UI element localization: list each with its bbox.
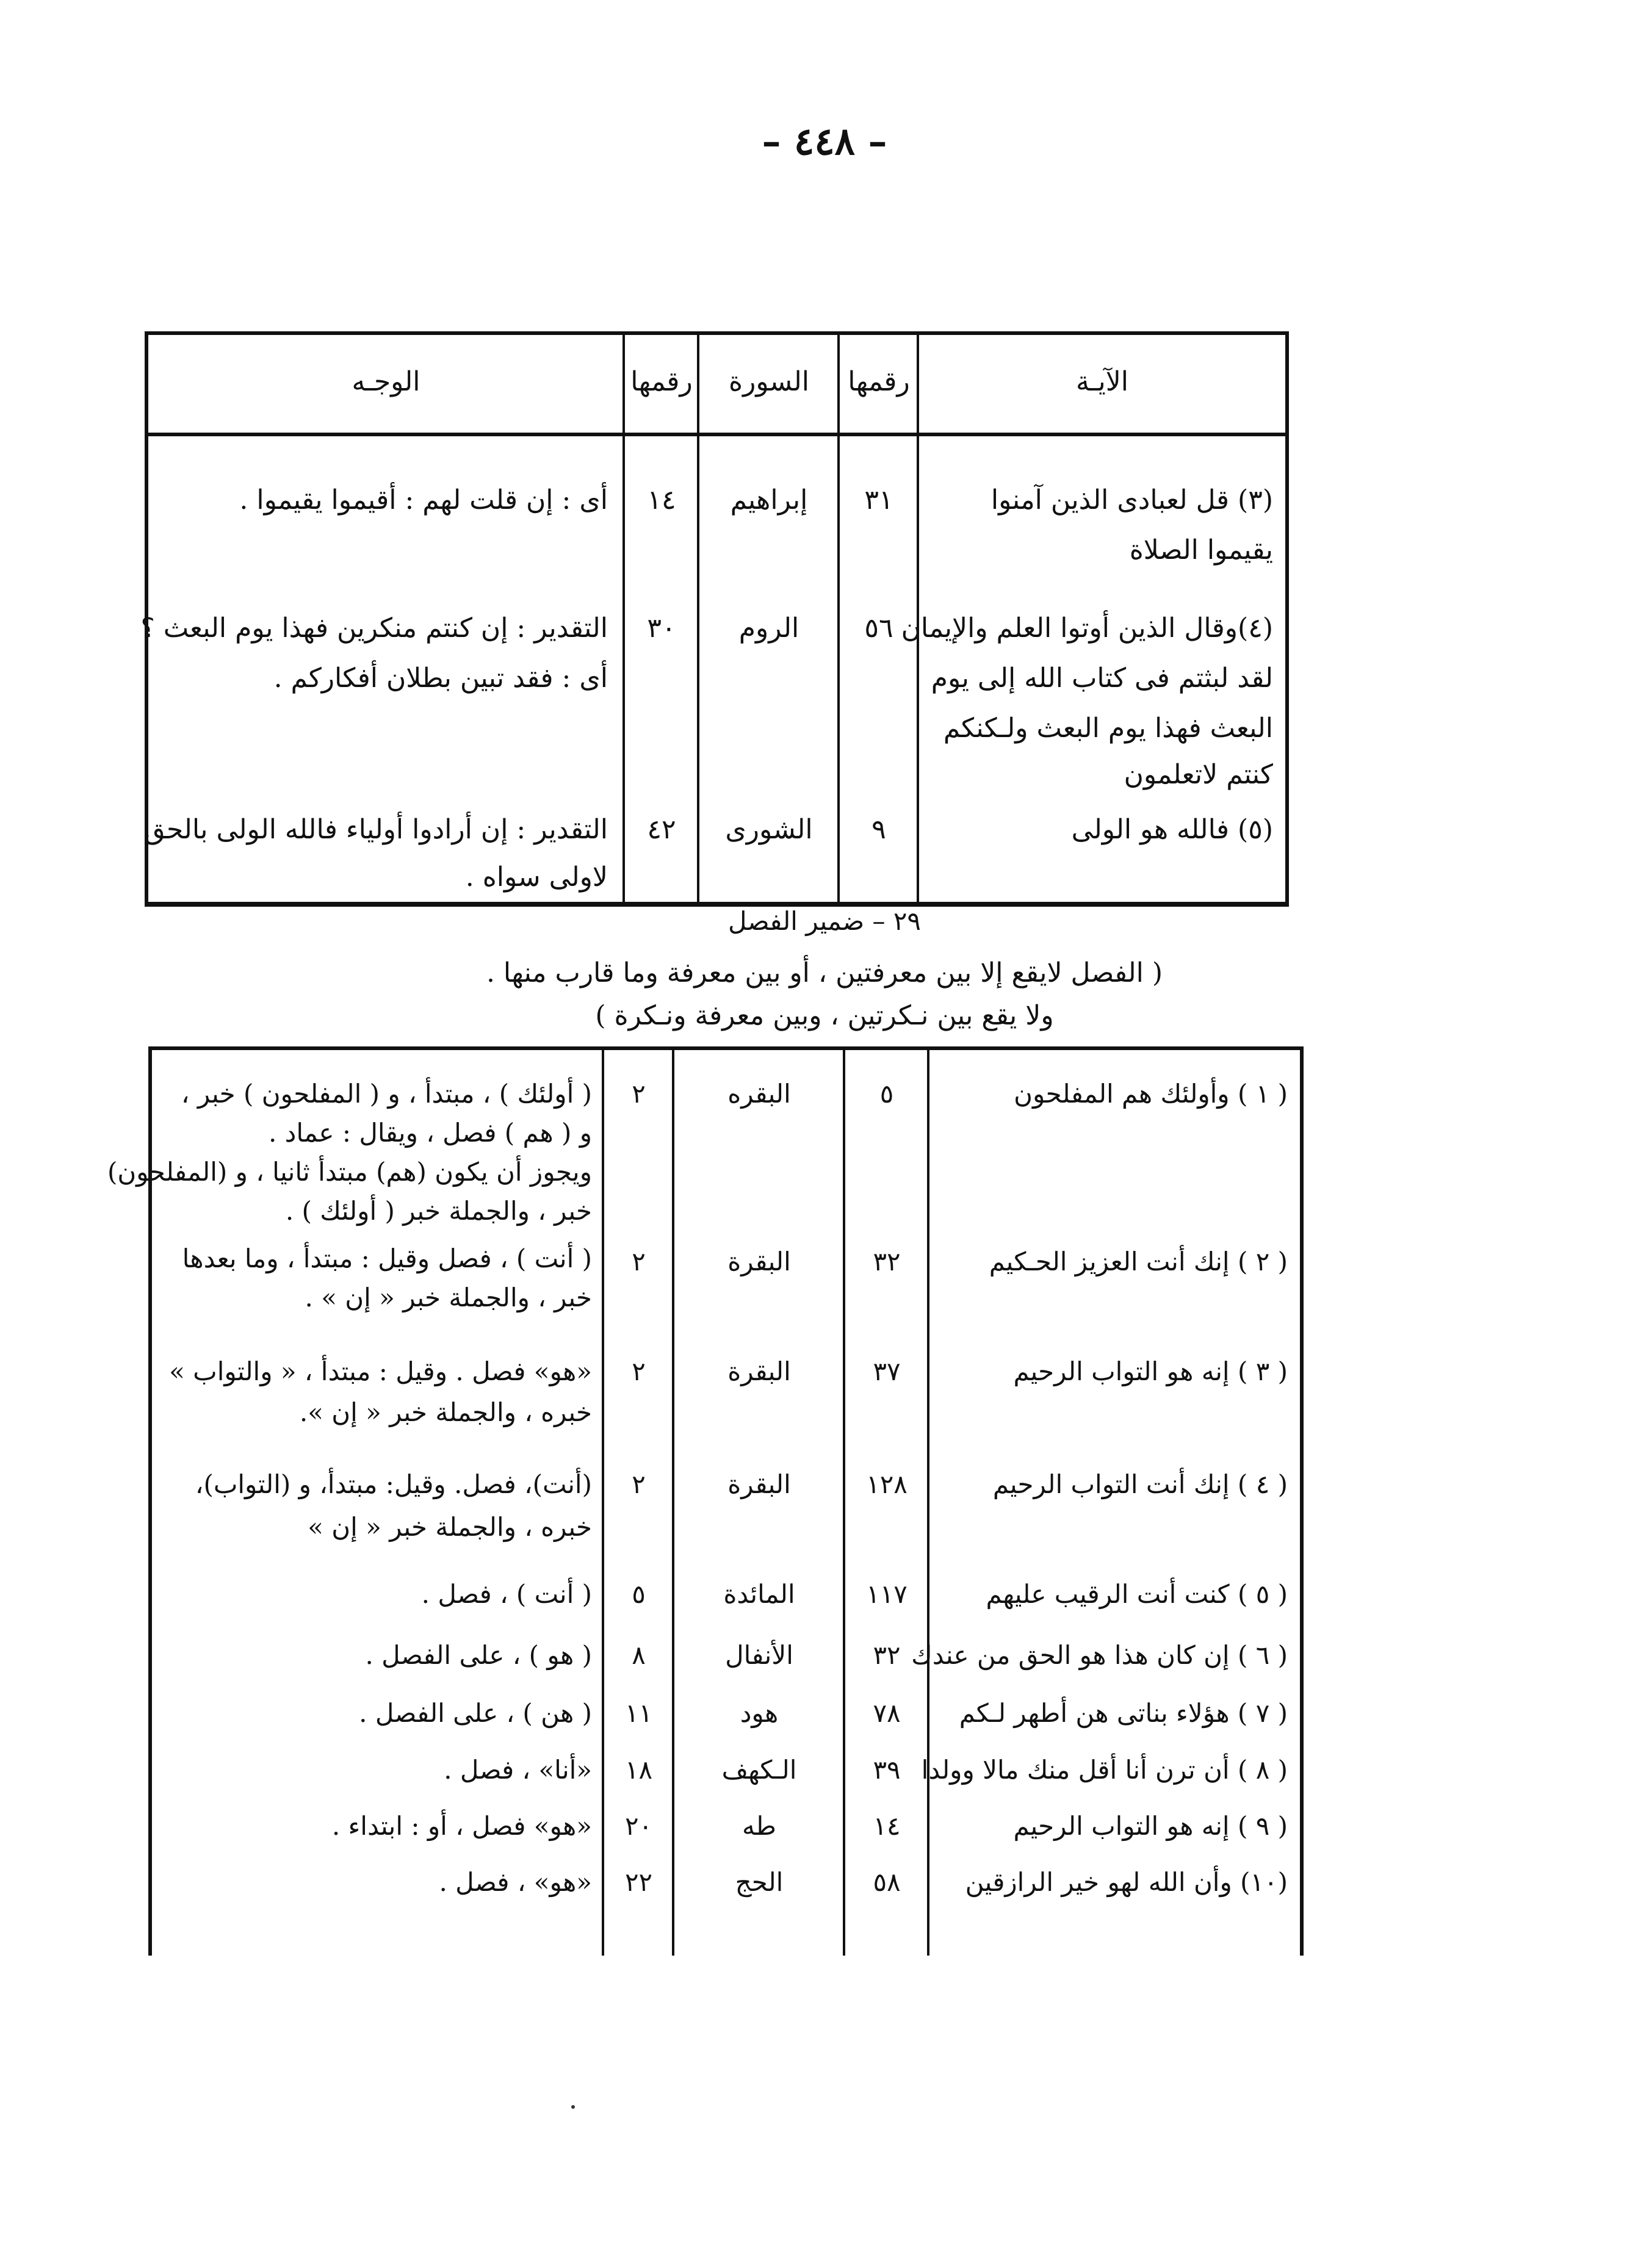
header-surah: السورة <box>729 366 809 397</box>
verse-number: ٩ <box>871 814 886 845</box>
surah-number: ٢٠ <box>624 1811 653 1841</box>
header-verse: الآيـة <box>1075 366 1129 397</box>
surah-number: ٣٠ <box>647 613 676 644</box>
table-verses-2 <box>107 1046 1304 1956</box>
verse-text: كنتم لاتعلمون <box>1124 759 1273 790</box>
surah-name: الـكهف <box>721 1755 797 1785</box>
surah-number: ١٨ <box>624 1755 653 1785</box>
verse-text: ( ٧ ) هؤلاء بناتى هن أطهر لـكم <box>959 1698 1288 1728</box>
explanation-text: و ( هم ) فصل ، ويقال : عماد . <box>268 1118 592 1148</box>
surah-number: ٤٢ <box>647 814 676 845</box>
explanation-text: «أنا» ، فصل . <box>444 1755 592 1785</box>
verse-number: ١١٧ <box>866 1579 907 1609</box>
surah-number: ٥ <box>632 1579 646 1609</box>
explanation-text: التقدير : إن كنتم منكرين فهذا يوم البعث ؟ <box>140 613 608 644</box>
surah-name: الحج <box>735 1867 784 1897</box>
surah-name: البقرة <box>727 1356 791 1386</box>
table-header <box>148 335 1285 436</box>
explanation-text: خبره ، والجملة خبر « إن ». <box>299 1397 592 1427</box>
surah-number: ٨ <box>632 1640 646 1670</box>
surah-name: البقره <box>727 1079 791 1109</box>
surah-name: المائدة <box>723 1579 795 1609</box>
explanation-text: (أنت)، فصل. وقيل: مبتدأ، و (التواب)، <box>195 1469 592 1499</box>
header-explanation: الوجـه <box>352 366 420 397</box>
verse-number: ٥٨ <box>873 1867 901 1897</box>
verse-number: ١٢٨ <box>866 1469 907 1499</box>
verse-text: ( ٢ ) إنك أنت العزيز الحـكيم <box>989 1247 1288 1276</box>
explanation-text: «هو» فصل ، أو : ابتداء . <box>331 1811 592 1841</box>
section-rule-line: ولا يقع بين نـكرتين ، وبين معرفة ونـكرة ) <box>595 1000 1054 1031</box>
surah-number: ١٤ <box>647 484 676 516</box>
surah-number: ١١ <box>624 1698 653 1728</box>
verse-text: ( ٦ ) إن كان هذا هو الحق من عندك <box>911 1640 1288 1670</box>
explanation-text: ( أنت ) ، فصل وقيل : مبتدأ ، وما بعدها <box>182 1244 592 1273</box>
surah-name: إبراهيم <box>730 484 808 516</box>
section-rule-line: ( الفصل لايقع إلا بين معرفتين ، أو بين معرفة وما قارب منها . <box>486 957 1163 988</box>
table-verses-1 <box>140 331 1289 907</box>
surah-name: الأنفال <box>725 1640 793 1670</box>
section-title: ٢٩ – ضمير الفصل <box>728 906 921 936</box>
explanation-text: «هو» ، فصل . <box>439 1867 592 1897</box>
verse-text: ( ١ ) وأولئك هم المفلحون <box>1014 1079 1288 1109</box>
header-surah-number: رقمها <box>630 366 693 397</box>
verse-text: البعث فهذا يوم البعث ولـكنكم <box>943 713 1273 744</box>
verse-text: ( ٤ ) إنك أنت التواب الرحيم <box>992 1469 1288 1499</box>
explanation-text: ويجوز أن يكون (هم) مبتدأ ثانيا ، و (المفلحون) <box>107 1157 592 1187</box>
explanation-text: لاولى سواه . <box>465 862 608 893</box>
verse-text: ( ٥ ) كنت أنت الرقيب عليهم <box>986 1579 1288 1609</box>
verse-text: ( ٣ ) إنه هو التواب الرحيم <box>1013 1356 1288 1386</box>
verse-text: (٥) فالله هو الولى <box>1071 814 1273 845</box>
explanation-text: ( هو ) ، على الفصل . <box>365 1640 592 1670</box>
verse-number: ٣٧ <box>873 1356 901 1386</box>
surah-name: الشورى <box>725 814 813 845</box>
verse-text: ( ٨ ) أن ترن أنا أقل منك مالا وولدا <box>921 1755 1288 1785</box>
surah-name: البقرة <box>727 1247 791 1276</box>
surah-number: ٢ <box>632 1469 646 1499</box>
surah-number: ٢ <box>632 1356 646 1386</box>
surah-name: البقرة <box>727 1469 791 1499</box>
verse-text: ( ٩ ) إنه هو التواب الرحيم <box>1013 1811 1288 1841</box>
verse-text: (٤)وقال الذين أوتوا العلم والإيمان <box>901 613 1273 644</box>
verse-text: لقد لبثتم فى كتاب الله إلى يوم <box>931 663 1273 694</box>
surah-name: طه <box>742 1811 776 1841</box>
verse-number: ٣٩ <box>873 1755 901 1785</box>
verse-number: ٣٢ <box>873 1640 901 1670</box>
explanation-text: التقدير : إن أرادوا أولياء فالله الولى بالحق <box>144 814 608 845</box>
verse-number: ٣٢ <box>873 1247 901 1276</box>
verse-text: (٣) قل لعبادى الذين آمنوا <box>990 484 1273 516</box>
explanation-text: ( هن ) ، على الفصل . <box>359 1698 592 1728</box>
verse-number: ٧٨ <box>873 1698 901 1728</box>
explanation-text: أى : إن قلت لهم : أقيموا يقيموا . <box>239 484 608 516</box>
section-rule <box>0 952 1649 1037</box>
explanation-text: خبره ، والجملة خبر « إن » <box>308 1512 592 1542</box>
explanation-text: خبر ، والجملة خبر « إن » . <box>305 1283 592 1312</box>
verse-number: ٥ <box>879 1079 894 1109</box>
explanation-text: «هو» فصل . وقيل : مبتدأ ، « والتواب » <box>169 1356 592 1386</box>
header-verse-number: رقمها <box>848 366 910 397</box>
verse-text: (١٠) وأن الله لهو خير الرازقين <box>965 1867 1288 1897</box>
surah-name: هود <box>740 1698 779 1728</box>
page-number: – ٤٤٨ – <box>762 119 887 164</box>
explanation-text: ( أولئك ) ، مبتدأ ، و ( المفلحون ) خبر ، <box>181 1079 592 1109</box>
verse-number: ٥٦ <box>864 613 893 644</box>
surah-number: ٢ <box>632 1079 646 1109</box>
verse-number: ١٤ <box>873 1811 901 1841</box>
explanation-text: أى : فقد تبين بطلان أفكاركم . <box>273 663 608 694</box>
scan-speck <box>571 2105 575 2109</box>
verse-text: يقيموا الصلاة <box>1129 535 1273 566</box>
surah-number: ٢ <box>632 1247 646 1276</box>
explanation-text: خبر ، والجملة خبر ( أولئك ) . <box>285 1196 592 1226</box>
surah-number: ٢٢ <box>624 1867 653 1897</box>
explanation-text: ( أنت ) ، فصل . <box>421 1579 592 1609</box>
verse-number: ٣١ <box>864 484 893 516</box>
surah-name: الروم <box>738 613 799 644</box>
